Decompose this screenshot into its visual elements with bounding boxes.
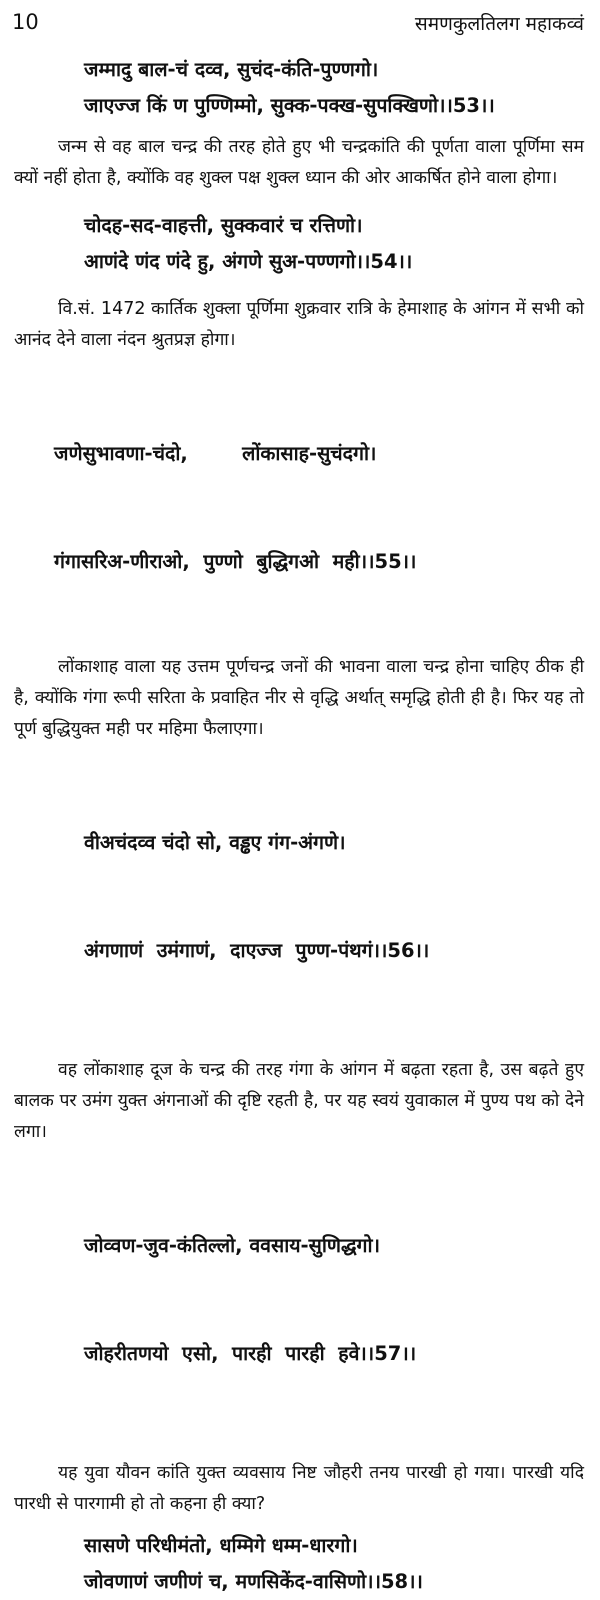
verse-line: जाएज्ज किं ण पुण्णिम्मो, सुक्क-पक्ख-सुपक्खिणो।।53।।	[84, 94, 495, 117]
verse-line: अंगणाणं उमंगाणं, दाएज्ज पुण्ण-पंथगं।।56।।	[84, 939, 430, 962]
verse-line: जम्मादु बाल-चं दव्व, सुचंद-कंति-पुण्णगो।	[84, 58, 379, 81]
verse-line: सासणे परिधीमंतो, धम्मिगे धम्म-धारगो।	[84, 1534, 358, 1557]
paragraph-text: जन्म से वह बाल चन्द्र की तरह होते हुए भी चन्द्रकांति की पूर्णता वाला पूर्णिमा सम क्यों नहीं होता है, क्योंकि वह शुक्ल पक्ष शुक्ल ध्यान की ओर आकर्षित होने वाला होगा।	[14, 137, 584, 188]
verse-line: चोदह-सद-वाहत्ती, सुक्कवारं च रत्तिणो।	[84, 214, 363, 237]
verse-line: वीअचंदव्व चंदो सो, वड्ढए गंग-अंगणे।	[84, 831, 346, 854]
commentary-paragraph	[14, 294, 584, 356]
verse-57	[84, 1156, 600, 1444]
commentary-paragraph	[14, 1458, 584, 1520]
paragraph-text: वि.सं. 1472 कार्तिक शुक्ला पूर्णिमा शुक्रवार रात्रि के हेमाशाह के आंगन में सभी को आनंद देने वाला नंदन श्रुतप्रज्ञ होगा।	[14, 299, 584, 350]
paragraph-text: वह लोंकाशाह दूज के चन्द्र की तरह गंगा के आंगन में बढ़ता रहता है, उस बढ़ते हुए बालक पर उमंग युक्त अंगनाओं की दृष्टि रहती है, पर यह स्वयं युवाकाल में पुण्य पथ को देने लगा।	[14, 1060, 584, 1142]
page-header	[0, 8, 600, 42]
commentary-paragraph	[14, 652, 584, 745]
running-title: समणकुलतिलग महाकव्वं	[414, 13, 584, 35]
verse-line: गंगासरिअ-णीराओ, पुण्णो बुद्धिगओ मही।।55।।	[54, 550, 417, 573]
verse-54	[84, 208, 600, 280]
verse-line: जणेसुभावणा-चंदो, लोंकासाह-सुचंदगो।	[54, 442, 377, 465]
verse-line: जोव्वण-जुव-कंतिल्लो, ववसाय-सुणिद्धगो।	[84, 1234, 380, 1257]
page-body	[0, 52, 600, 1600]
commentary-paragraph	[14, 1055, 584, 1148]
paragraph-text: यह युवा यौवन कांति युक्त व्यवसाय निष्ट जौहरी तनय पारखी हो गया। पारखी यदि पारधी से पारगामी हो तो कहना ही क्या?	[14, 1463, 584, 1514]
paragraph-text: लोंकाशाह वाला यह उत्तम पूर्णचन्द्र जनों की भावना वाला चन्द्र होना चाहिए ठीक ही है, क्योंकि गंगा रूपी सरिता के प्रवाहित नीर से वृद्धि अर्थात् समृद्धि होती ही है। फिर यह तो पूर्ण बुद्धियुक्त मही पर महिमा फैलाएगा।	[14, 657, 584, 739]
verse-55	[54, 364, 600, 652]
verse-line: जोहरीतणयो एसो, पारही पारही हवे।।57।।	[84, 1342, 417, 1365]
commentary-paragraph	[14, 132, 584, 194]
verse-53	[84, 52, 600, 124]
verse-56	[84, 753, 600, 1041]
verse-line: आणंदे णंद णंदे हु, अंगणे सुअ-पण्णगो।।54।।	[84, 250, 413, 273]
verse-58	[84, 1528, 600, 1600]
page-number: 10	[12, 10, 39, 34]
verse-line: जोवणाणं जणीणं च, मणसिकेंद-वासिणो।।58।।	[84, 1570, 423, 1593]
